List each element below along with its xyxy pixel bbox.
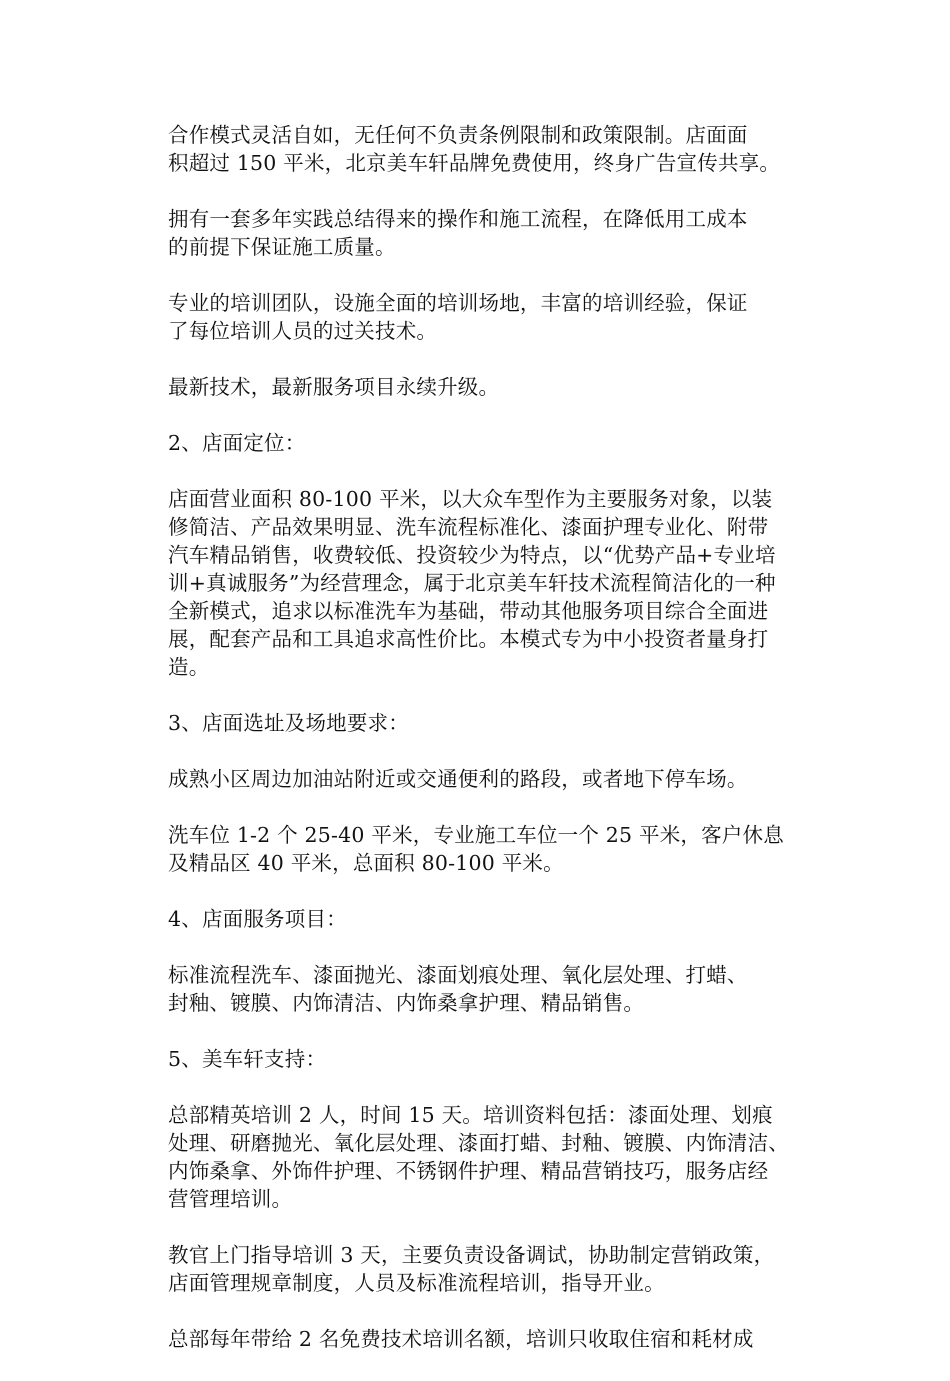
paragraph-line: 积超过 150 平米，北京美车轩品牌免费使用，终身广告宣传共享。 [168, 151, 781, 175]
section-heading-support [142, 1045, 814, 1073]
paragraph-cooperation-model [142, 121, 814, 177]
paragraph-line: 成熟小区周边加油站附近或交通便利的路段，或者地下停车场。 [168, 767, 748, 791]
paragraph-line: 店面营业面积 80-100 平米，以大众车型作为主要服务对象，以装 [168, 487, 773, 511]
paragraph-line: 造。 [168, 655, 210, 679]
paragraph-onsite-training [142, 1241, 814, 1297]
paragraph-line: 总部精英培训 2 人，时间 15 天。培训资料包括：漆面处理、划痕 [168, 1103, 773, 1127]
paragraph-line: 专业的培训团队，设施全面的培训场地，丰富的培训经验，保证 [168, 291, 748, 315]
paragraph-line: 标准流程洗车、漆面抛光、漆面划痕处理、氧化层处理、打蜡、 [168, 963, 748, 987]
paragraph-line: 合作模式灵活自如，无任何不负责条例限制和政策限制。店面面 [168, 123, 748, 147]
paragraph-line: 封釉、镀膜、内饰清洁、内饰桑拿护理、精品销售。 [168, 991, 645, 1015]
heading-text: 2、店面定位： [168, 431, 306, 455]
paragraph-line: 总部每年带给 2 名免费技术培训名额，培训只收取住宿和耗材成 [168, 1327, 754, 1351]
paragraph-line: 及精品区 40 平米，总面积 80-100 平米。 [168, 851, 564, 875]
paragraph-line: 处理、研磨抛光、氧化层处理、漆面打蜡、封釉、镀膜、内饰清洁、 [168, 1131, 789, 1155]
section-heading-site-requirements [142, 709, 814, 737]
paragraph-line: 汽车精品销售，收费较低、投资较少为特点，以“优势产品+专业培 [168, 543, 776, 567]
paragraph-headquarters-training [142, 1101, 814, 1213]
paragraph-line: 训+真诚服务”为经营理念，属于北京美车轩技术流程简洁化的一种 [168, 571, 776, 595]
paragraph-line: 洗车位 1-2 个 25-40 平米，专业施工车位一个 25 平米，客户休息 [168, 823, 784, 847]
paragraph-site-area [142, 821, 814, 877]
paragraph-line: 教官上门指导培训 3 天，主要负责设备调试，协助制定营销政策， [168, 1243, 775, 1267]
heading-text: 4、店面服务项目： [168, 907, 347, 931]
section-heading-service-items [142, 905, 814, 933]
paragraph-line: 店面管理规章制度，人员及标准流程培训，指导开业。 [168, 1271, 665, 1295]
paragraph-line: 修简洁、产品效果明显、洗车流程标准化、漆面护理专业化、附带 [168, 515, 769, 539]
paragraph-line: 最新技术，最新服务项目永续升级。 [168, 375, 500, 399]
paragraph-service-items [142, 961, 814, 1017]
paragraph-line: 拥有一套多年实践总结得来的操作和施工流程，在降低用工成本 [168, 207, 748, 231]
heading-text: 5、美车轩支持： [168, 1047, 327, 1071]
paragraph-latest-technology [142, 373, 814, 401]
paragraph-site-location [142, 765, 814, 793]
paragraph-training-team [142, 289, 814, 345]
paragraph-line: 全新模式，追求以标准洗车为基础，带动其他服务项目综合全面进 [168, 599, 769, 623]
paragraph-line: 营管理培训。 [168, 1187, 293, 1211]
heading-text: 3、店面选址及场地要求： [168, 711, 409, 735]
paragraph-construction-process [142, 205, 814, 261]
paragraph-annual-training [142, 1325, 814, 1353]
paragraph-line: 的前提下保证施工质量。 [168, 235, 396, 259]
paragraph-line: 了每位培训人员的过关技术。 [168, 319, 438, 343]
paragraph-line: 内饰桑拿、外饰件护理、不锈钢件护理、精品营销技巧，服务店经 [168, 1159, 769, 1183]
paragraph-store-positioning [142, 485, 814, 681]
document-body [142, 121, 814, 1381]
section-heading-store-positioning [142, 429, 814, 457]
paragraph-line: 展，配套产品和工具追求高性价比。本模式专为中小投资者量身打 [168, 627, 769, 651]
